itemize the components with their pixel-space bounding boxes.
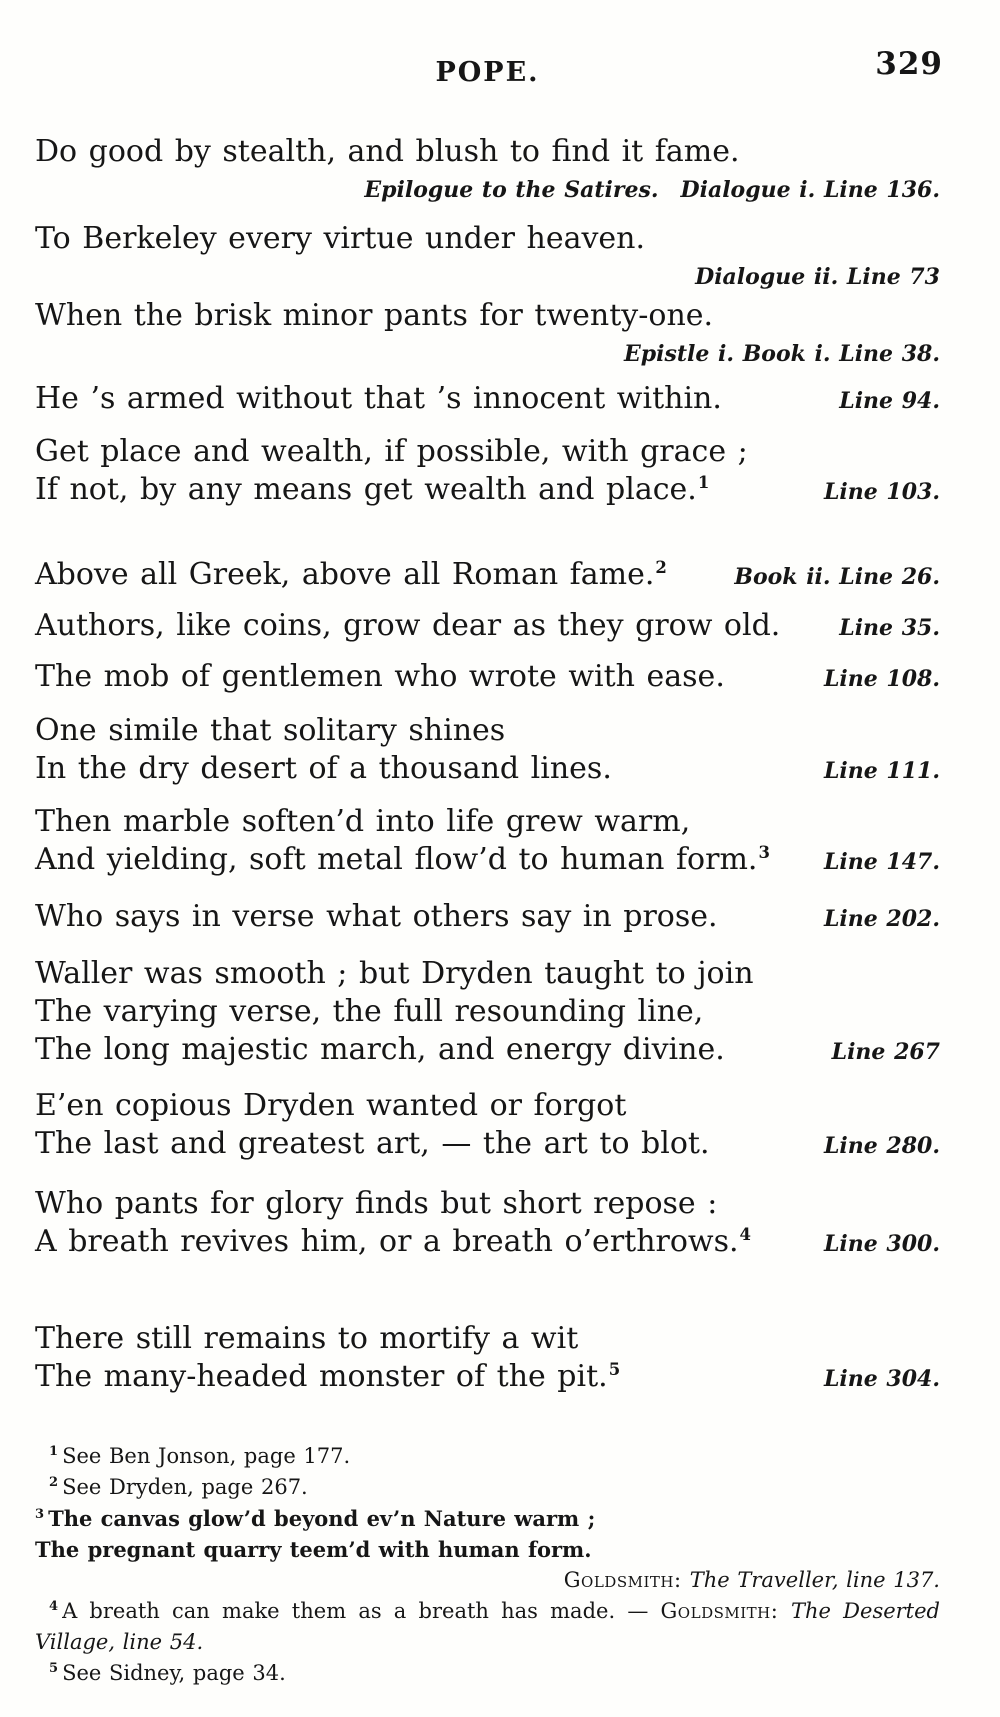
quote-line: Then marble soften’d into life grew warm,	[35, 804, 691, 839]
quote-attribution: Line 267	[831, 1039, 940, 1065]
quote-block	[35, 297, 940, 373]
quote-text: In the dry desert of a thousand lines.	[35, 751, 612, 786]
quote-attribution: Line 304.	[823, 1366, 940, 1392]
footnote-text: A breath can make them as a breath has made. —	[62, 1599, 661, 1623]
footnote-marker: 4	[49, 1599, 59, 1614]
quote-line	[35, 607, 940, 647]
quote-line: Who pants for glory finds but short repose :	[35, 1186, 718, 1221]
quote-block	[35, 220, 940, 296]
quote-attribution: Line 147.	[823, 849, 940, 875]
quote-attribution: Line 202.	[823, 906, 940, 932]
quote-block	[35, 433, 940, 511]
quote-text: The mob of gentlemen who wrote with ease.	[35, 659, 725, 694]
quote-block	[35, 803, 940, 881]
quote-line: The varying verse, the full resounding line,	[35, 994, 704, 1029]
footnote-text: See Sidney, page 34.	[62, 1661, 286, 1685]
quote-block	[35, 898, 940, 938]
quote-block	[35, 556, 940, 596]
footnote-source-author: Goldsmith:	[563, 1568, 690, 1592]
quote-text: Authors, like coins, grow dear as they grow old.	[35, 608, 781, 643]
footnote-ref: 4	[739, 1225, 752, 1244]
quote-line	[35, 841, 940, 881]
quote-line	[35, 380, 940, 420]
quote-line	[35, 658, 940, 698]
footnote-marker: 5	[49, 1661, 59, 1676]
footnote-marker: 3	[35, 1507, 45, 1522]
quote-line: To Berkeley every virtue under heaven.	[35, 221, 646, 256]
quote-block	[35, 133, 940, 209]
quote-line	[35, 1223, 940, 1263]
page-title: POPE.	[435, 57, 540, 88]
quote-line	[35, 556, 940, 596]
quote-attribution: Line 280.	[823, 1133, 940, 1159]
quote-block	[35, 1087, 940, 1165]
quote-text: He ’s armed without that ’s innocent within.	[35, 381, 722, 416]
quote-text: The long majestic march, and energy divine.	[35, 1032, 725, 1067]
quote-line: Get place and wealth, if possible, with grace ;	[35, 434, 748, 469]
footnote	[35, 1441, 940, 1472]
footnote	[35, 1503, 940, 1534]
footnote-marker-wrap	[35, 1599, 62, 1623]
quote-attribution: Epilogue to the Satires. Dialogue i. Line 136.	[364, 177, 940, 203]
quote-line: There still remains to mortify a wit	[35, 1321, 579, 1356]
quote-attribution: Epistle i. Book i. Line 38.	[623, 341, 940, 367]
quote-line	[35, 1358, 940, 1398]
quote-line	[35, 1031, 940, 1071]
quote-line: Do good by stealth, and blush to find it fame.	[35, 134, 740, 169]
quote-line: E’en copious Dryden wanted or forgot	[35, 1088, 627, 1123]
quote-block	[35, 658, 940, 698]
quote-block	[35, 955, 940, 1071]
footnote-continued	[35, 1534, 940, 1565]
quote-text: If not, by any means get wealth and place.$^1$	[35, 472, 710, 507]
quote-attribution: Line 94.	[839, 388, 940, 414]
footnote-text: See Ben Jonson, page 177.	[62, 1444, 351, 1468]
quote-attribution: Line 103.	[823, 479, 940, 505]
quote-block	[35, 1320, 940, 1398]
quote-text: Above all Greek, above all Roman fame.$^2$	[35, 557, 667, 592]
footnote	[35, 1658, 940, 1689]
quote-text: The last and greatest art, — the art to blot.	[35, 1126, 710, 1161]
quote-line	[35, 1125, 940, 1165]
quote-line	[35, 471, 940, 511]
footnote	[35, 1472, 940, 1503]
footnote-text: The canvas glow’d beyond ev’n Nature warm ;	[48, 1506, 596, 1531]
quote-line: When the brisk minor pants for twenty-one.	[35, 298, 714, 333]
quote-block	[35, 1185, 940, 1263]
footnote-ref: 5	[608, 1360, 621, 1379]
footnote-source	[35, 1565, 940, 1596]
quote-text: A breath revives him, or a breath o’erthrows.$^4$	[35, 1224, 752, 1259]
page-number: 329	[875, 46, 943, 82]
quote-text: Who says in verse what others say in prose.	[35, 899, 718, 934]
quote-attribution: Line 111.	[823, 758, 940, 784]
footnote	[35, 1596, 940, 1658]
footnote-ref: 3	[758, 843, 770, 862]
quote-line: Waller was smooth ; but Dryden taught to join	[35, 956, 754, 991]
footnote-source-author: Goldsmith:	[660, 1599, 792, 1623]
footnote-marker: 2	[49, 1475, 59, 1490]
quote-block	[35, 380, 940, 420]
quote-text: And yielding, soft metal flow’d to human form.$^3$	[35, 842, 770, 877]
footnote-ref: 1	[697, 473, 710, 492]
footnote-marker: 1	[49, 1444, 59, 1459]
quote-line: One simile that solitary shines	[35, 713, 506, 748]
quote-block	[35, 712, 940, 790]
quote-attribution: Line 300.	[823, 1231, 940, 1257]
quote-attribution: Line 35.	[839, 615, 940, 641]
quote-line	[35, 898, 940, 938]
quote-line	[35, 750, 940, 790]
footnote-source-title: The Traveller, line 137.	[689, 1568, 940, 1592]
quote-attribution: Book ii. Line 26.	[734, 564, 940, 590]
footnote-text: See Dryden, page 267.	[62, 1475, 308, 1499]
quote-text: The many-headed monster of the pit.$^5$	[35, 1359, 621, 1394]
footnotes-section	[35, 1441, 940, 1689]
footnote-ref: 2	[655, 558, 667, 577]
quote-block	[35, 607, 940, 647]
footnote-text: The pregnant quarry teem’d with human form.	[35, 1537, 592, 1562]
footnote-source-title: The Deserted Village, line 54.	[35, 1599, 940, 1654]
quote-attribution: Line 108.	[823, 666, 940, 692]
quote-attribution: Dialogue ii. Line 73	[695, 264, 940, 290]
